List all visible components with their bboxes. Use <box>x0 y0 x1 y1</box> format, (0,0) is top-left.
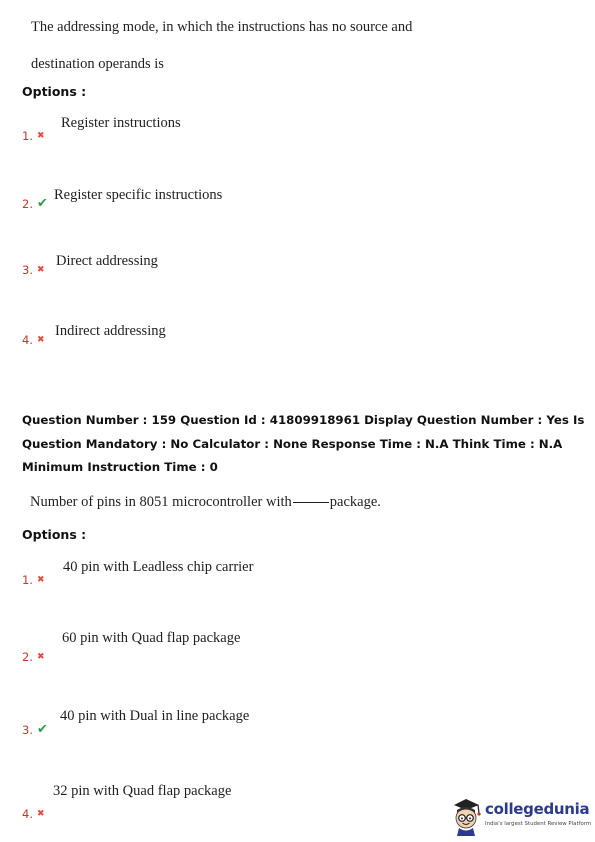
option-text: 40 pin with Dual in line package <box>60 708 250 724</box>
logo-wordmark: collegedunia <box>485 800 590 818</box>
option-number: 4. ✖ <box>22 333 45 347</box>
question-text: Number of pins in 8051 microcontroller with package. <box>30 494 381 510</box>
option-text: 40 pin with Leadless chip carrier <box>63 559 254 575</box>
mascot-icon <box>448 796 484 836</box>
question-text-line-2: destination operands is <box>31 56 164 72</box>
option-number: 2. ✔ <box>22 196 48 211</box>
option-text: 32 pin with Quad flap package <box>53 783 232 799</box>
logo-tagline: India's largest Student Review Platform <box>485 821 592 827</box>
option-number: 2. ✖ <box>22 650 45 664</box>
question-meta: Question Number : 159 Question Id : 41809918961 Display Question Number : Yes Is Question Mandatory : No Calculator : None Response Time : N.A Think Time : N.A Minimum Instruction Time : 0 <box>22 413 585 474</box>
option-text: Register instructions <box>61 115 181 131</box>
options-label: Options : <box>22 84 87 99</box>
answer-blank <box>293 502 329 503</box>
wrong-icon: ✖ <box>36 809 45 819</box>
wrong-icon: ✖ <box>36 335 45 345</box>
option-text: Register specific instructions <box>54 187 223 203</box>
option-text: Indirect addressing <box>55 323 166 339</box>
correct-check-icon: ✔ <box>36 196 48 211</box>
wrong-icon: ✖ <box>36 575 45 585</box>
options-label: Options : <box>22 527 87 542</box>
wrong-icon: ✖ <box>36 652 45 662</box>
option-number: 3. ✔ <box>22 722 48 737</box>
option-number: 3. ✖ <box>22 263 45 277</box>
option-number: 1. ✖ <box>22 573 45 587</box>
option-text: Direct addressing <box>56 253 158 269</box>
collegedunia-logo <box>448 796 592 836</box>
option-number: 4. ✖ <box>22 807 45 821</box>
option-number: 1. ✖ <box>22 129 45 143</box>
question-text-line-1: The addressing mode, in which the instructions has no source and <box>31 19 413 35</box>
correct-check-icon: ✔ <box>36 722 48 737</box>
wrong-icon: ✖ <box>36 265 45 275</box>
option-text: 60 pin with Quad flap package <box>62 630 241 646</box>
wrong-icon: ✖ <box>36 131 45 141</box>
